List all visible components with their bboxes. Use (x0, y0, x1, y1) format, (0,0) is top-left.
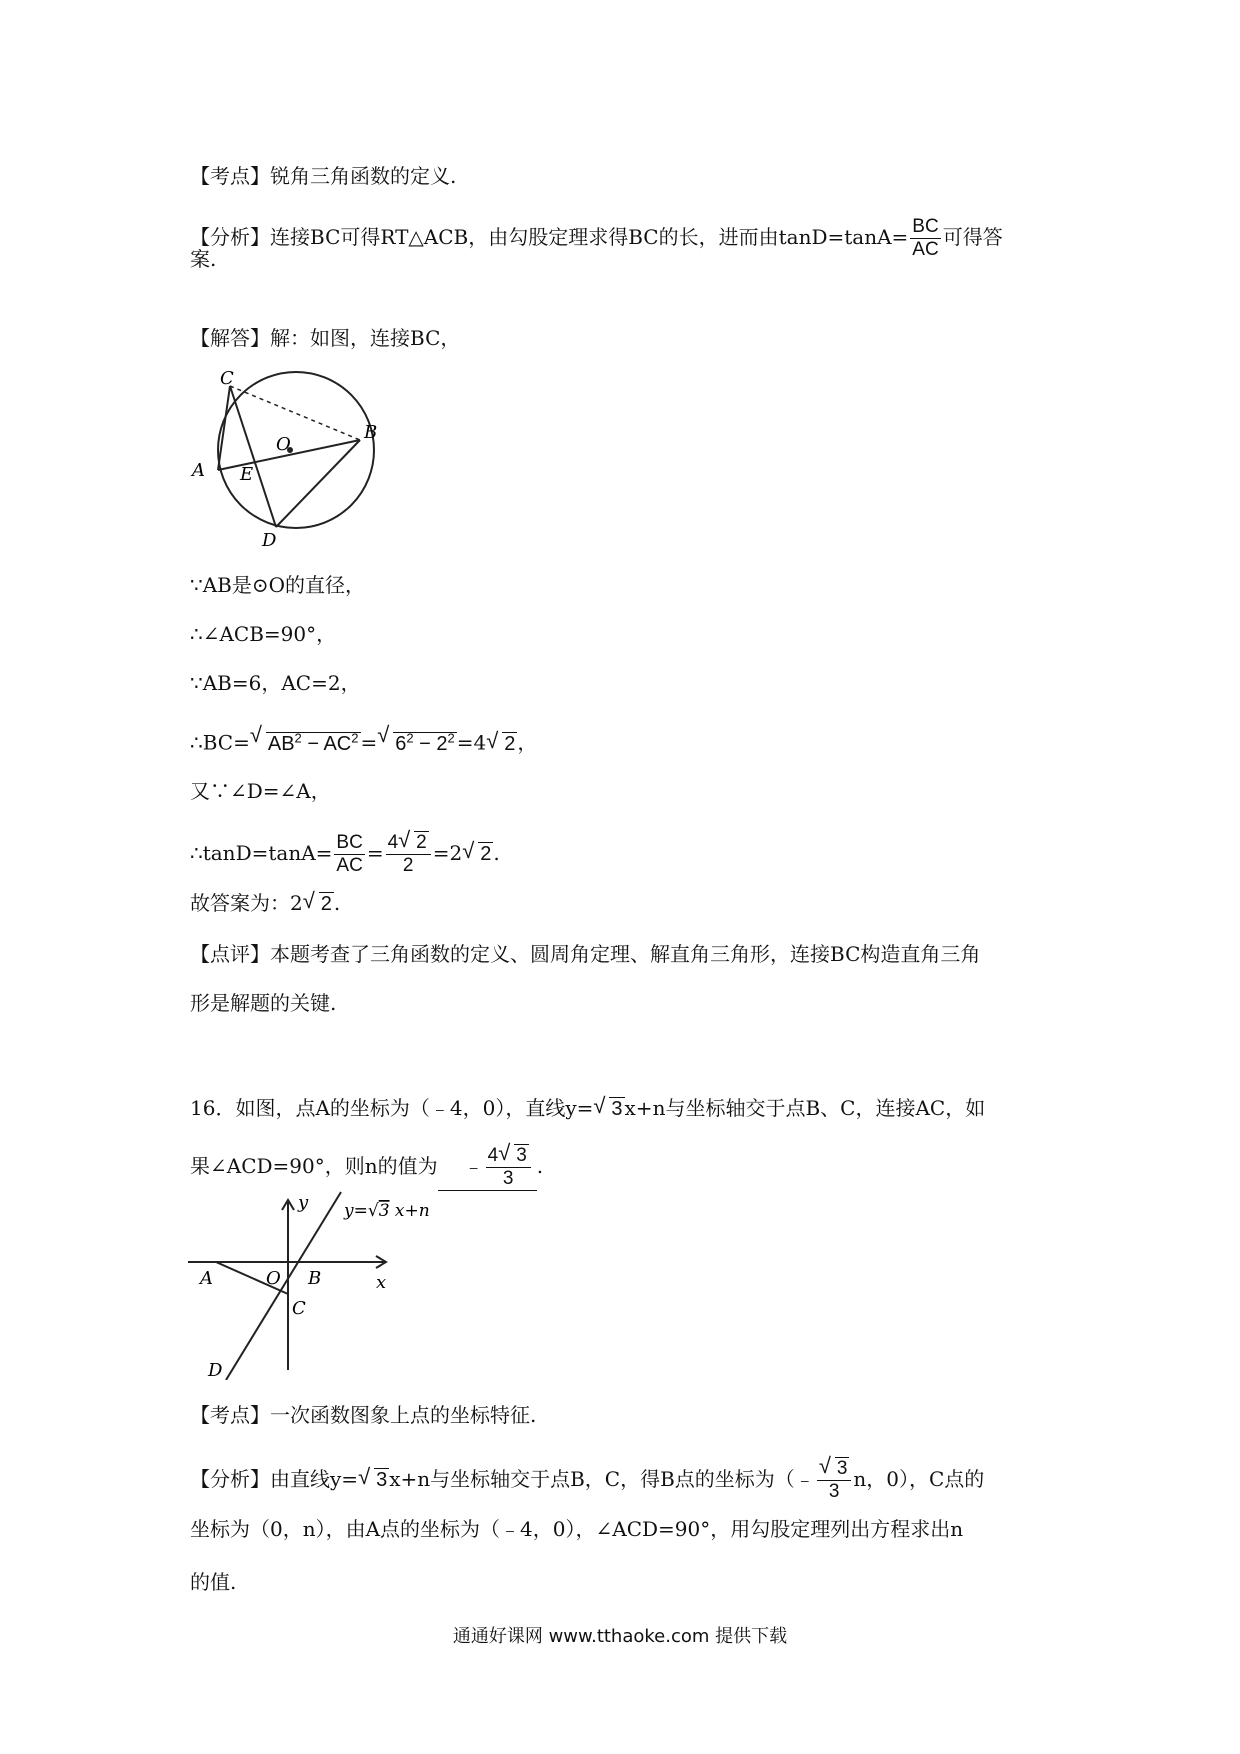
step-1: ∵AB是⊙O的直径， (190, 573, 366, 597)
label-a: A (192, 460, 205, 481)
footer-credit: 通通好课网 www.tthaoke.com 提供下载 (452, 1626, 788, 1647)
fenxi-label: 【分析】 (190, 225, 270, 249)
fenxi-15-line2: 案. (190, 247, 217, 271)
jieda-15: 【解答】解：如图，连接BC， (190, 326, 461, 350)
label-a2: A (200, 1268, 213, 1289)
label-d2: D (208, 1360, 223, 1380)
coordinate-figure (186, 1190, 446, 1380)
step-5: 又∵∠D=∠A， (190, 779, 331, 803)
q16-line2: 果∠ACD=90°，则n的值为 ﹣ $\frac{4√ 3}{3}$ . (190, 1145, 543, 1191)
answer-15: 故答案为：2√ 2 . (190, 889, 340, 918)
circle-figure (188, 370, 388, 550)
segment-cd (230, 386, 276, 527)
kaodian-16: 【考点】一次函数图象上点的坐标特征. (190, 1403, 537, 1427)
step-3: ∵AB=6，AC=2， (190, 671, 361, 695)
segment-ca (218, 386, 230, 470)
label-o: O (276, 434, 291, 455)
label-c2: C (292, 1298, 306, 1319)
line-equation: y=√3 x+n (344, 1201, 430, 1221)
label-b2: B (308, 1268, 322, 1289)
fenxi-16: 【分析】由直线y=√ 3 x+n与坐标轴交于点B，C，得B点的坐标为（﹣ √ $\frac{3}{3}$ n，0），C点的 (190, 1458, 984, 1503)
q16-line1: 16．如图，点A的坐标为（﹣4，0），直线y=√ 3 x+n与坐标轴交于点B、C，连接AC，如 (190, 1094, 985, 1123)
label-x: x (376, 1272, 387, 1293)
kaodian-15: 【考点】锐角三角函数的定义. (190, 164, 457, 188)
fenxi-15 (190, 216, 1003, 261)
fenxi-16-line3: 的值. (190, 1570, 237, 1594)
step-4: ∴BC=√ $AB^2 - AC^2$ =√ $6^2 - 2^2 =4√$ 2 ， (190, 724, 537, 758)
label-b: B (364, 422, 378, 443)
dianping-15-line2: 形是解题的关键. (190, 991, 337, 1015)
dianping-15: 【点评】本题考查了三角函数的定义、圆周角定理、解直角三角形，连接BC构造直角三角 (190, 942, 981, 966)
fenxi-16-line2: 坐标为（0，n），由A点的坐标为（﹣4，0），∠ACD=90°，用勾股定理列出方程求出n (190, 1517, 964, 1541)
label-c: C (220, 370, 234, 389)
label-d: D (262, 530, 277, 550)
fenxi-text: 连接BC可得RT△ACB，由勾股定理求得BC的长，进而由tanD=tanA= (270, 225, 909, 249)
label-o2: O (266, 1268, 281, 1289)
segment-cb-dashed (230, 386, 360, 440)
step-2: ∴∠ACB=90°， (190, 622, 337, 646)
step-6: ∴tanD=tanA= $\frac{BC}{AC}$ = $\frac{4√ 2}{2}$ =2√ 2 . (190, 832, 500, 877)
fraction-bc-ac: $\frac{BC}{AC}$ (912, 216, 939, 260)
fenxi-tail: 可得答 (942, 225, 1003, 249)
label-y: y (298, 1192, 309, 1213)
label-e: E (240, 464, 254, 485)
answer-blank: ﹣ $\frac{4√ 3}{3}$ (438, 1145, 537, 1191)
line-y-sqrt3x-n (226, 1192, 341, 1380)
